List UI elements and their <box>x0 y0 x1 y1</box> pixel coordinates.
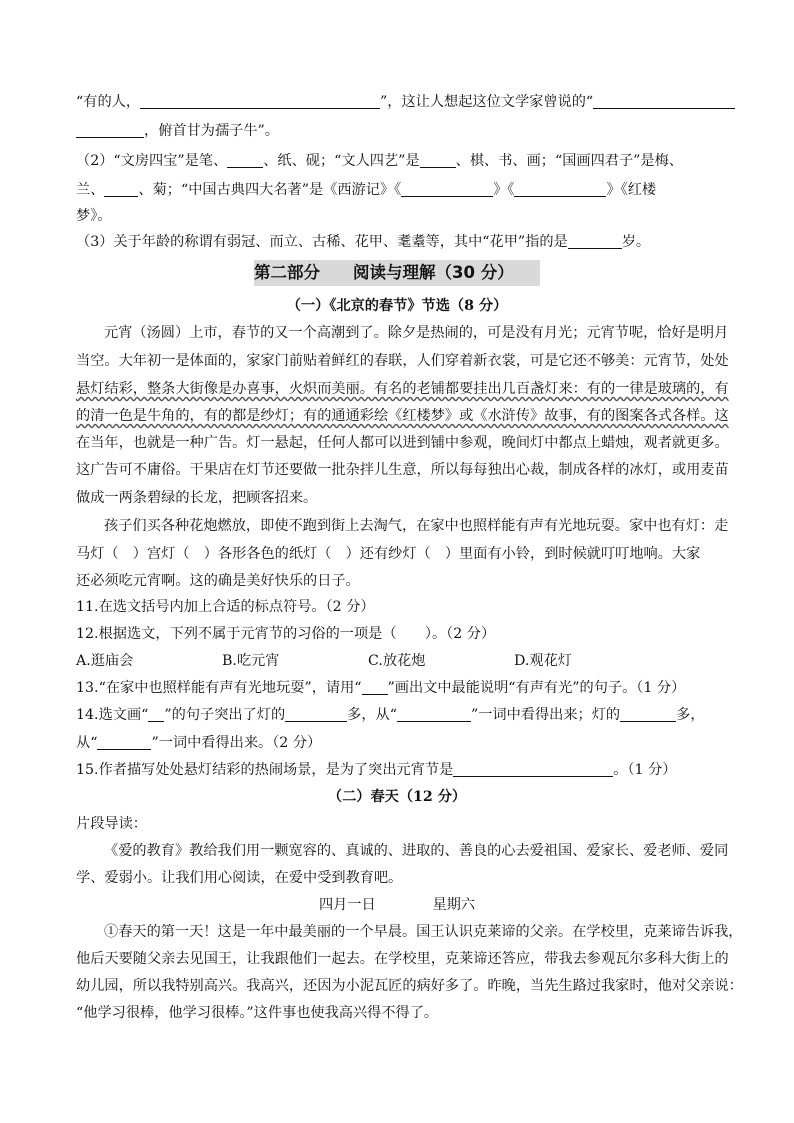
passage3-line: “他学习很棒，他学习很棒。”这件事也使我高兴得不得了。 <box>76 1005 439 1021</box>
text: 15.作者描写处处悬灯结彩的热闹场景，是为了突出元宵节是 <box>76 762 454 778</box>
text: ”一词中看得出来；灯的 <box>470 707 621 723</box>
answer-blank[interactable] <box>593 93 735 109</box>
text: ”一词中看得出来。（2 分） <box>151 735 322 751</box>
answer-blank[interactable] <box>401 181 493 197</box>
guide-line: 学、爱弱小。让我们用心阅读，在爱中受到教育吧。 <box>76 870 403 886</box>
q-line-1 <box>76 92 726 112</box>
passage3-line: ①春天的第一天！这是一年中最美丽的一个早晨。国王认识克莱谛的父亲。在学校里，克莱谛告诉我， <box>104 924 743 940</box>
answer-blank[interactable] <box>397 706 471 722</box>
text: 》《 <box>493 182 515 198</box>
diary-date: 四月一日 星期六 <box>318 897 476 913</box>
passage1-line: 悬灯结彩，整条大街像是办喜事，火炽而美丽。有名的老铺都要挂出几百盏灯来：有的一律是玻璃的，有 <box>76 381 729 397</box>
text: “有的人， <box>76 94 141 110</box>
text: 》《红楼 <box>606 182 657 198</box>
underline-sample <box>148 706 164 722</box>
answer-blank[interactable] <box>227 152 263 168</box>
text: 从“ <box>76 735 98 751</box>
question-11: 11.在选文括号内加上合适的标点符号。（2 分） <box>76 599 375 615</box>
text: 多， <box>676 707 705 723</box>
text: 13.“在家中也照样能有声有光地玩耍”，请用“ <box>76 680 362 696</box>
option-d[interactable]: D.观花灯 <box>514 653 572 669</box>
passage3-line: 他后天要随父亲去见国王，让我跟他们一起去。在学校里，克莱谛还答应，带我去参观瓦尔多科大街上的 <box>76 951 729 967</box>
text: 岁。 <box>621 234 651 250</box>
guide-line: 《爱的教育》教给我们用一颗宽容的、真诚的、进取的、善良的心去爱祖国、爱家长、爱老师、爱同 <box>104 843 729 859</box>
passage2-line: 马灯（ ）宫灯（ ）各形各色的纸灯（ ）还有纱灯（ ）里面有小铃，到时候就叮叮地响。大家 <box>76 546 701 562</box>
question-12: 12.根据选文，下列不属于元宵节的习俗的一项是（ ）。（2 分） <box>76 626 496 642</box>
text: 。（1 分） <box>613 762 677 778</box>
answer-blank[interactable] <box>285 706 347 722</box>
text: 、棋、书、画；“国画四君子”是梅、 <box>455 153 683 169</box>
question-14-cont <box>76 733 726 753</box>
text: 梦》。 <box>76 208 112 224</box>
underline-sample <box>362 679 388 695</box>
text: ”画出文中最能说明“有声有光”的句子。（1 分） <box>387 680 686 696</box>
text: ，俯首甘为孺子牛”。 <box>144 123 279 139</box>
answer-blank[interactable] <box>76 122 144 138</box>
text: 、菊；“中国古典四大名著”是《西游记》《 <box>138 182 402 198</box>
passage1-line: 当空。大年初一是体面的，家家门前贴着鲜红的春联，人们穿着新衣裳，可是它还不够美：元宵节，处处 <box>76 353 729 369</box>
text: 兰、 <box>76 182 105 198</box>
text: 多，从“ <box>347 707 397 723</box>
passage1-line: 在当年，也就是一种广告。灯一悬起，任何人都可以进到铺中参观，晚间灯中都点上蜡烛，观者就更多。 <box>76 435 729 451</box>
answer-blank[interactable] <box>620 706 676 722</box>
answer-blank[interactable] <box>97 734 151 750</box>
q-line-6 <box>76 232 726 252</box>
passage2-line: 孩子们买各种花炮燃放，即使不跑到街上去淘气，在家中也照样能有声有光地玩耍。家中也有灯：走 <box>104 518 729 534</box>
passage1-line: 这广告可不庸俗。干果店在灯节还要做一批杂拌儿生意，所以每每独出心裁，制成各样的冰灯，或用麦苗 <box>76 462 729 478</box>
answer-blank[interactable] <box>514 181 606 197</box>
passage1-line: 的清一色是牛角的，有的都是纱灯；有的通通彩绘《红楼梦》或《水浒传》故事，有的图案各式各样。这 <box>76 408 729 424</box>
q-line-4 <box>76 180 726 200</box>
q-line-2 <box>76 121 726 141</box>
passage2-line: 还必须吃元宵啊。这的确是美好快乐的日子。 <box>76 573 360 589</box>
q-line-5 <box>76 206 726 226</box>
text: （3）关于年龄的称谓有弱冠、而立、古稀、花甲、耄耋等，其中“花甲”指的是 <box>76 234 568 250</box>
part2-heading: 第二部分 阅读与理解（30 分） <box>254 260 540 286</box>
answer-blank[interactable] <box>568 233 622 249</box>
section2-title: （二）春天（12 分） <box>327 789 467 805</box>
answer-blank[interactable] <box>104 181 138 197</box>
text: （2）“文房四宝”是笔、 <box>76 153 228 169</box>
answer-blank[interactable] <box>420 152 456 168</box>
text: 、纸、砚；“文人四艺”是 <box>263 153 420 169</box>
text: ”，这让人想起这位文学家曾说的“ <box>380 94 594 110</box>
option-b[interactable]: B.吃元宵 <box>222 653 280 669</box>
question-15 <box>76 760 726 780</box>
passage1-line: 做成一两条碧绿的长龙，把顾客招来。 <box>76 490 318 506</box>
question-14 <box>76 705 726 725</box>
question-13 <box>76 678 726 698</box>
guide-label: 片段导读： <box>76 816 147 832</box>
option-a[interactable]: A.逛庙会 <box>76 653 134 669</box>
answer-blank[interactable] <box>140 93 380 109</box>
passage1-line: 元宵（汤圆）上市，春节的又一个高潮到了。除夕是热闹的，可是没有月光；元宵节呢，恰好是明月 <box>104 325 729 341</box>
text: ”的句子突出了灯的 <box>164 707 286 723</box>
passage3-line: 幼儿园，所以我特别高兴。我高兴，还因为小泥瓦匠的病好多了。昨晚，当先生路过我家时，他对父亲说： <box>76 978 743 994</box>
text: 14.选文画“ <box>76 707 149 723</box>
answer-blank[interactable] <box>453 761 613 777</box>
section1-title: （一）《北京的春节》节选（8 分） <box>286 298 508 314</box>
question-12-options <box>76 651 726 671</box>
q-line-3 <box>76 151 726 171</box>
option-c[interactable]: C.放花炮 <box>368 653 426 669</box>
